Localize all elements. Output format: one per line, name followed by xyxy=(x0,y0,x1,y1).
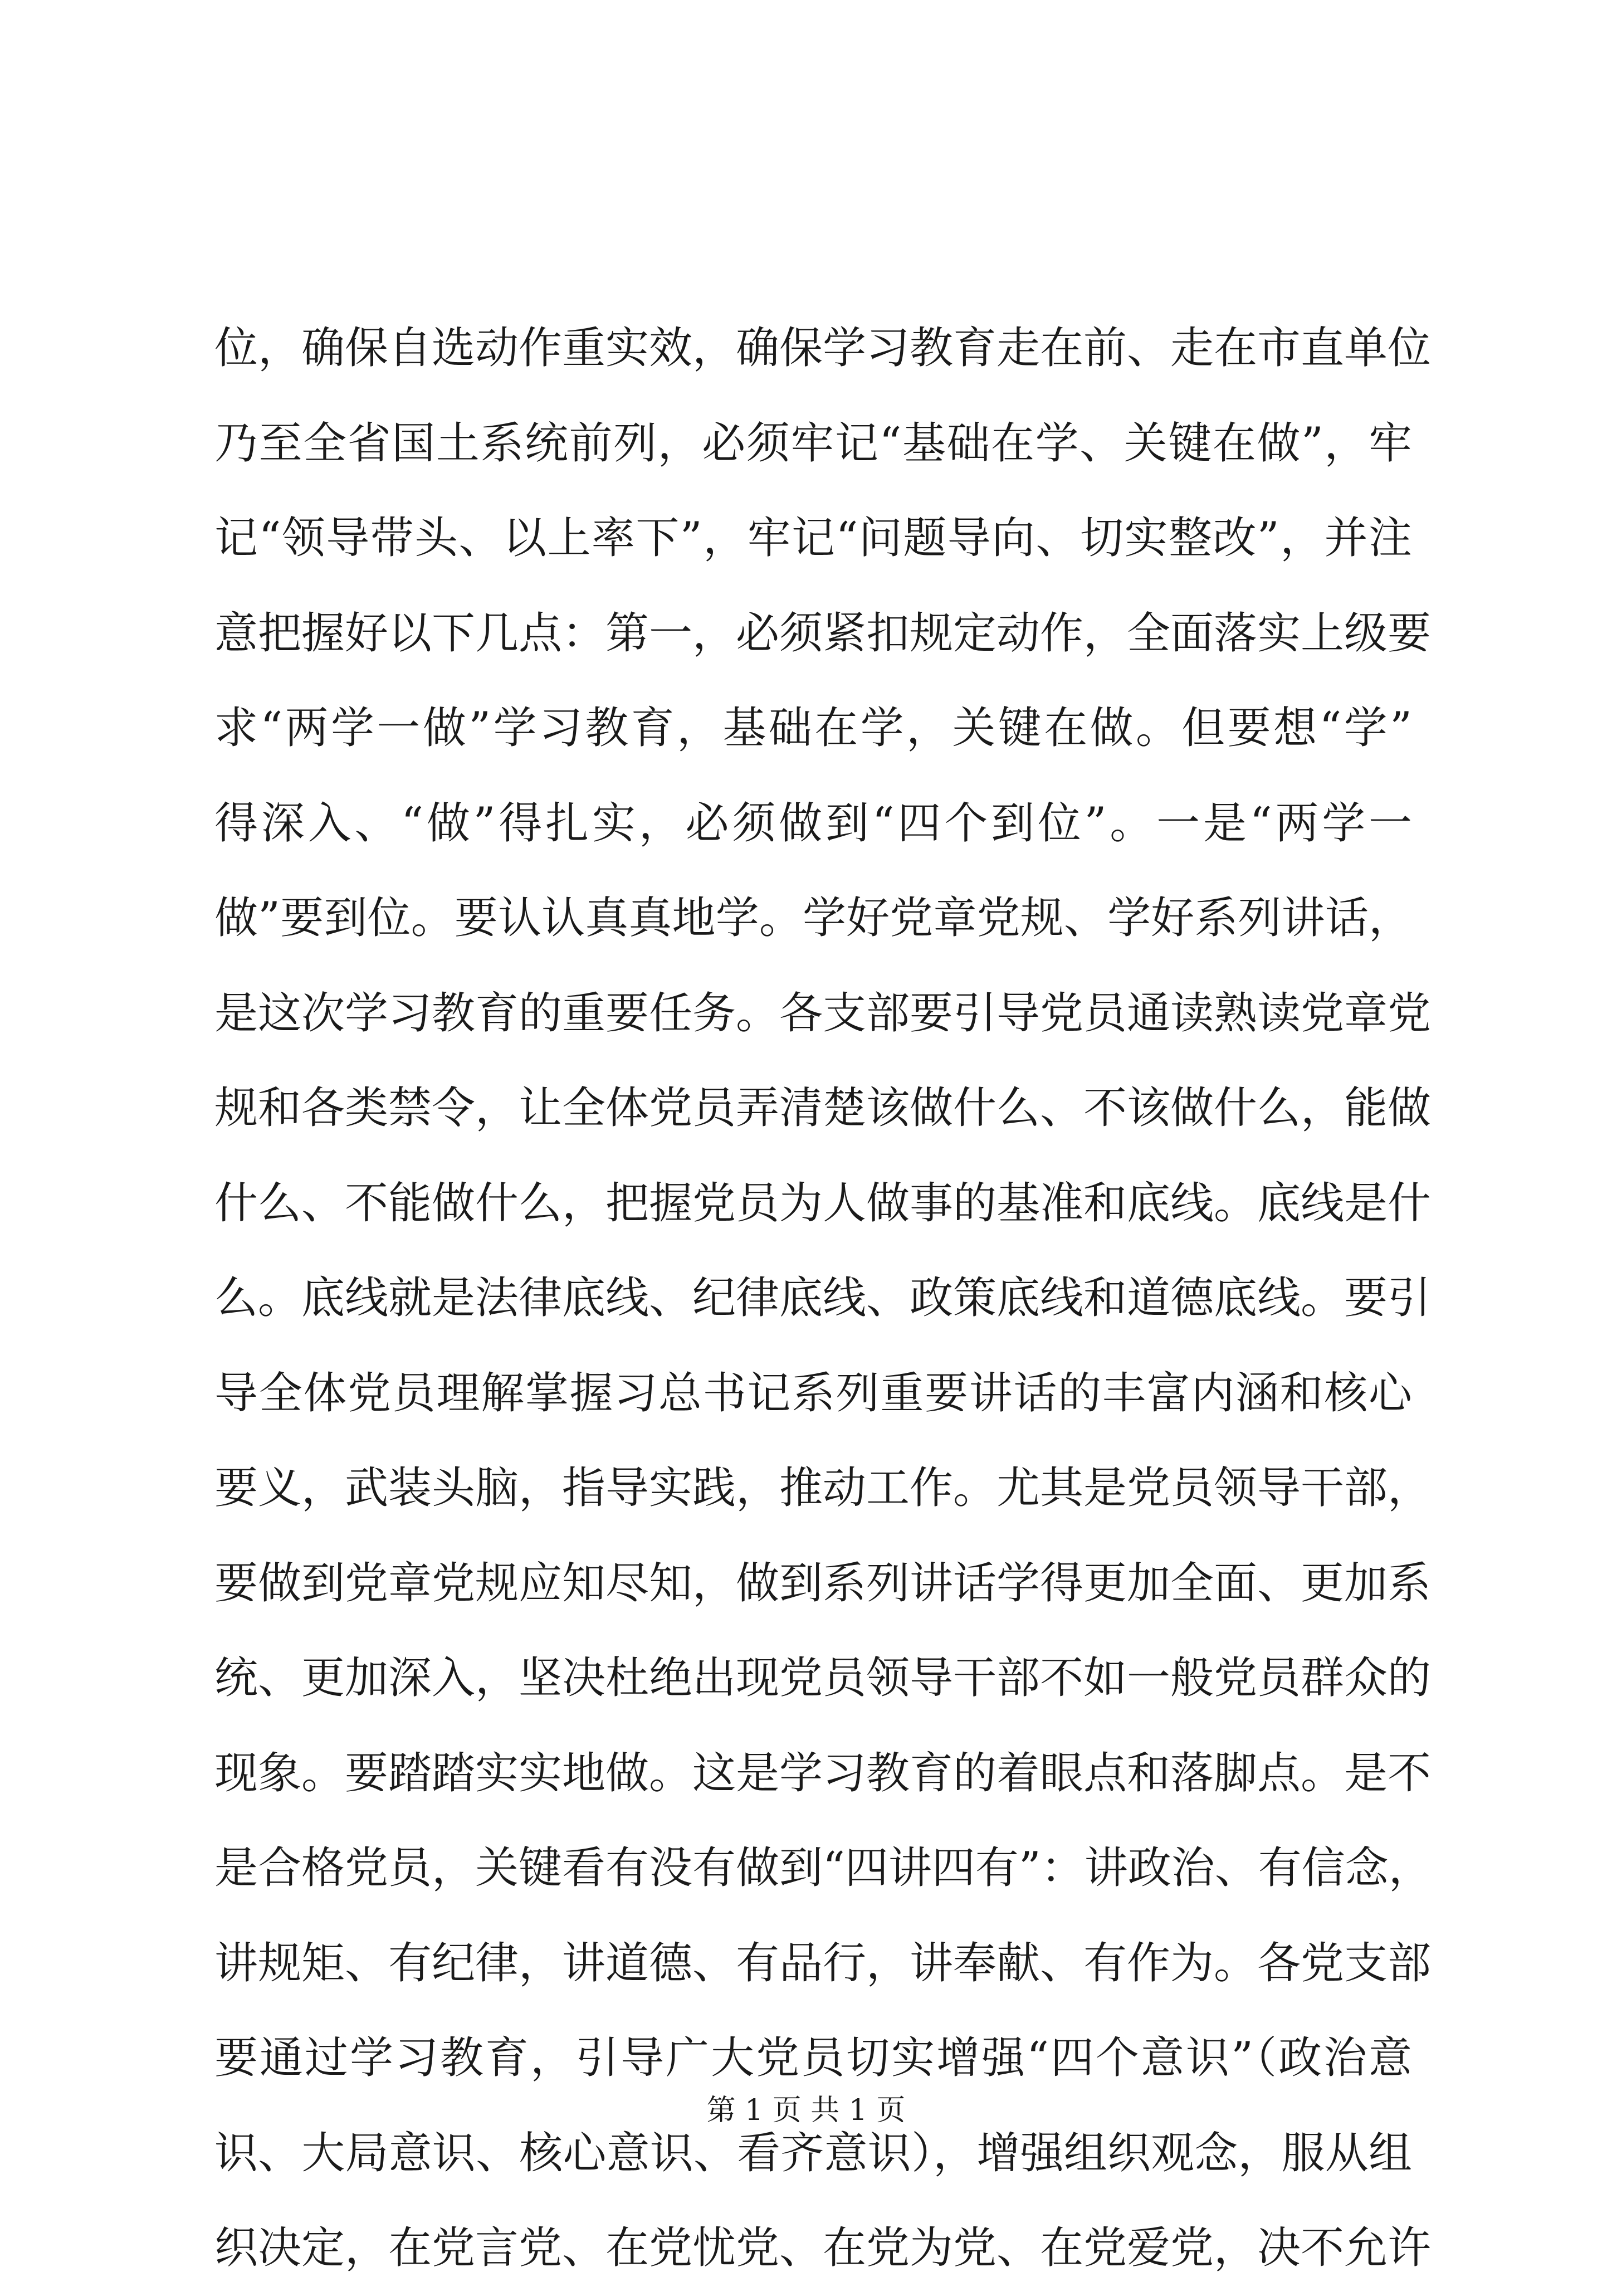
body-line-1: 位，确保自选动作重实效，确保学习教育走在前、走在市直单位 xyxy=(214,323,1432,373)
body-line-9: 规和各类禁令，让全体党员弄清楚该做什么、不该做什么，能做 xyxy=(214,1083,1432,1133)
body-line-15: 统、更加深入，坚决杜绝出现党员领导干部不如一般党员群众的 xyxy=(214,1653,1432,1703)
body-line-13: 要义，武装头脑，指导实践，推动工作。尤其是党员领导干部， xyxy=(214,1463,1432,1513)
body-line-16: 现象。要踏踏实实地做。这是学习教育的着眼点和落脚点。是不 xyxy=(214,1748,1432,1798)
body-line-17: 是合格党员，关键看有没有做到“四讲四有”：讲政治、有信念， xyxy=(214,1843,1432,1893)
body-line-18: 讲规矩、有纪律，讲道德、有品行，讲奉献、有作为。各党支部 xyxy=(214,1938,1432,1988)
body-line-12: 导全体党员理解掌握习总书记系列重要讲话的丰富内涵和核心 xyxy=(214,1368,1412,1418)
body-line-3: 记“领导带头、以上率下”，牢记“问题导向、切实整改”，并注 xyxy=(214,513,1412,563)
body-line-19: 要通过学习教育，引导广大党员切实增强“四个意识”（政治意 xyxy=(214,2033,1412,2083)
body-line-6: 得深入、“做”得扎实，必须做到“四个到位”。一是“两学一 xyxy=(214,798,1412,849)
body-line-11: 么。底线就是法律底线、纪律底线、政策底线和道德底线。要引 xyxy=(214,1273,1432,1323)
document-body xyxy=(214,301,1432,2296)
body-line-5: 求“两学一做”学习教育，基础在学，关键在做。但要想“学” xyxy=(214,703,1412,753)
body-line-14: 要做到党章党规应知尽知，做到系列讲话学得更加全面、更加系 xyxy=(214,1558,1432,1608)
page-footer: 第 1 页 共 1 页 xyxy=(706,2094,906,2127)
body-line-8: 是这次学习教育的重要任务。各支部要引导党员通读熟读党章党 xyxy=(214,988,1432,1039)
body-line-10: 什么、不能做什么，把握党员为人做事的基准和底线。底线是什 xyxy=(214,1178,1432,1229)
body-line-7: 做”要到位。要认认真真地学。学好党章党规、学好系列讲话， xyxy=(214,893,1412,943)
body-line-21: 织决定，在党言党、在党忧党、在党为党、在党爱党，决不允许 xyxy=(214,2223,1432,2273)
body-line-4: 意把握好以下几点：第一，必须紧扣规定动作，全面落实上级要 xyxy=(214,608,1432,659)
body-line-20: 识、大局意识、核心意识、看齐意识），增强组织观念，服从组 xyxy=(214,2128,1412,2178)
body-line-2: 乃至全省国土系统前列，必须牢记“基础在学、关键在做”，牢 xyxy=(214,418,1412,469)
